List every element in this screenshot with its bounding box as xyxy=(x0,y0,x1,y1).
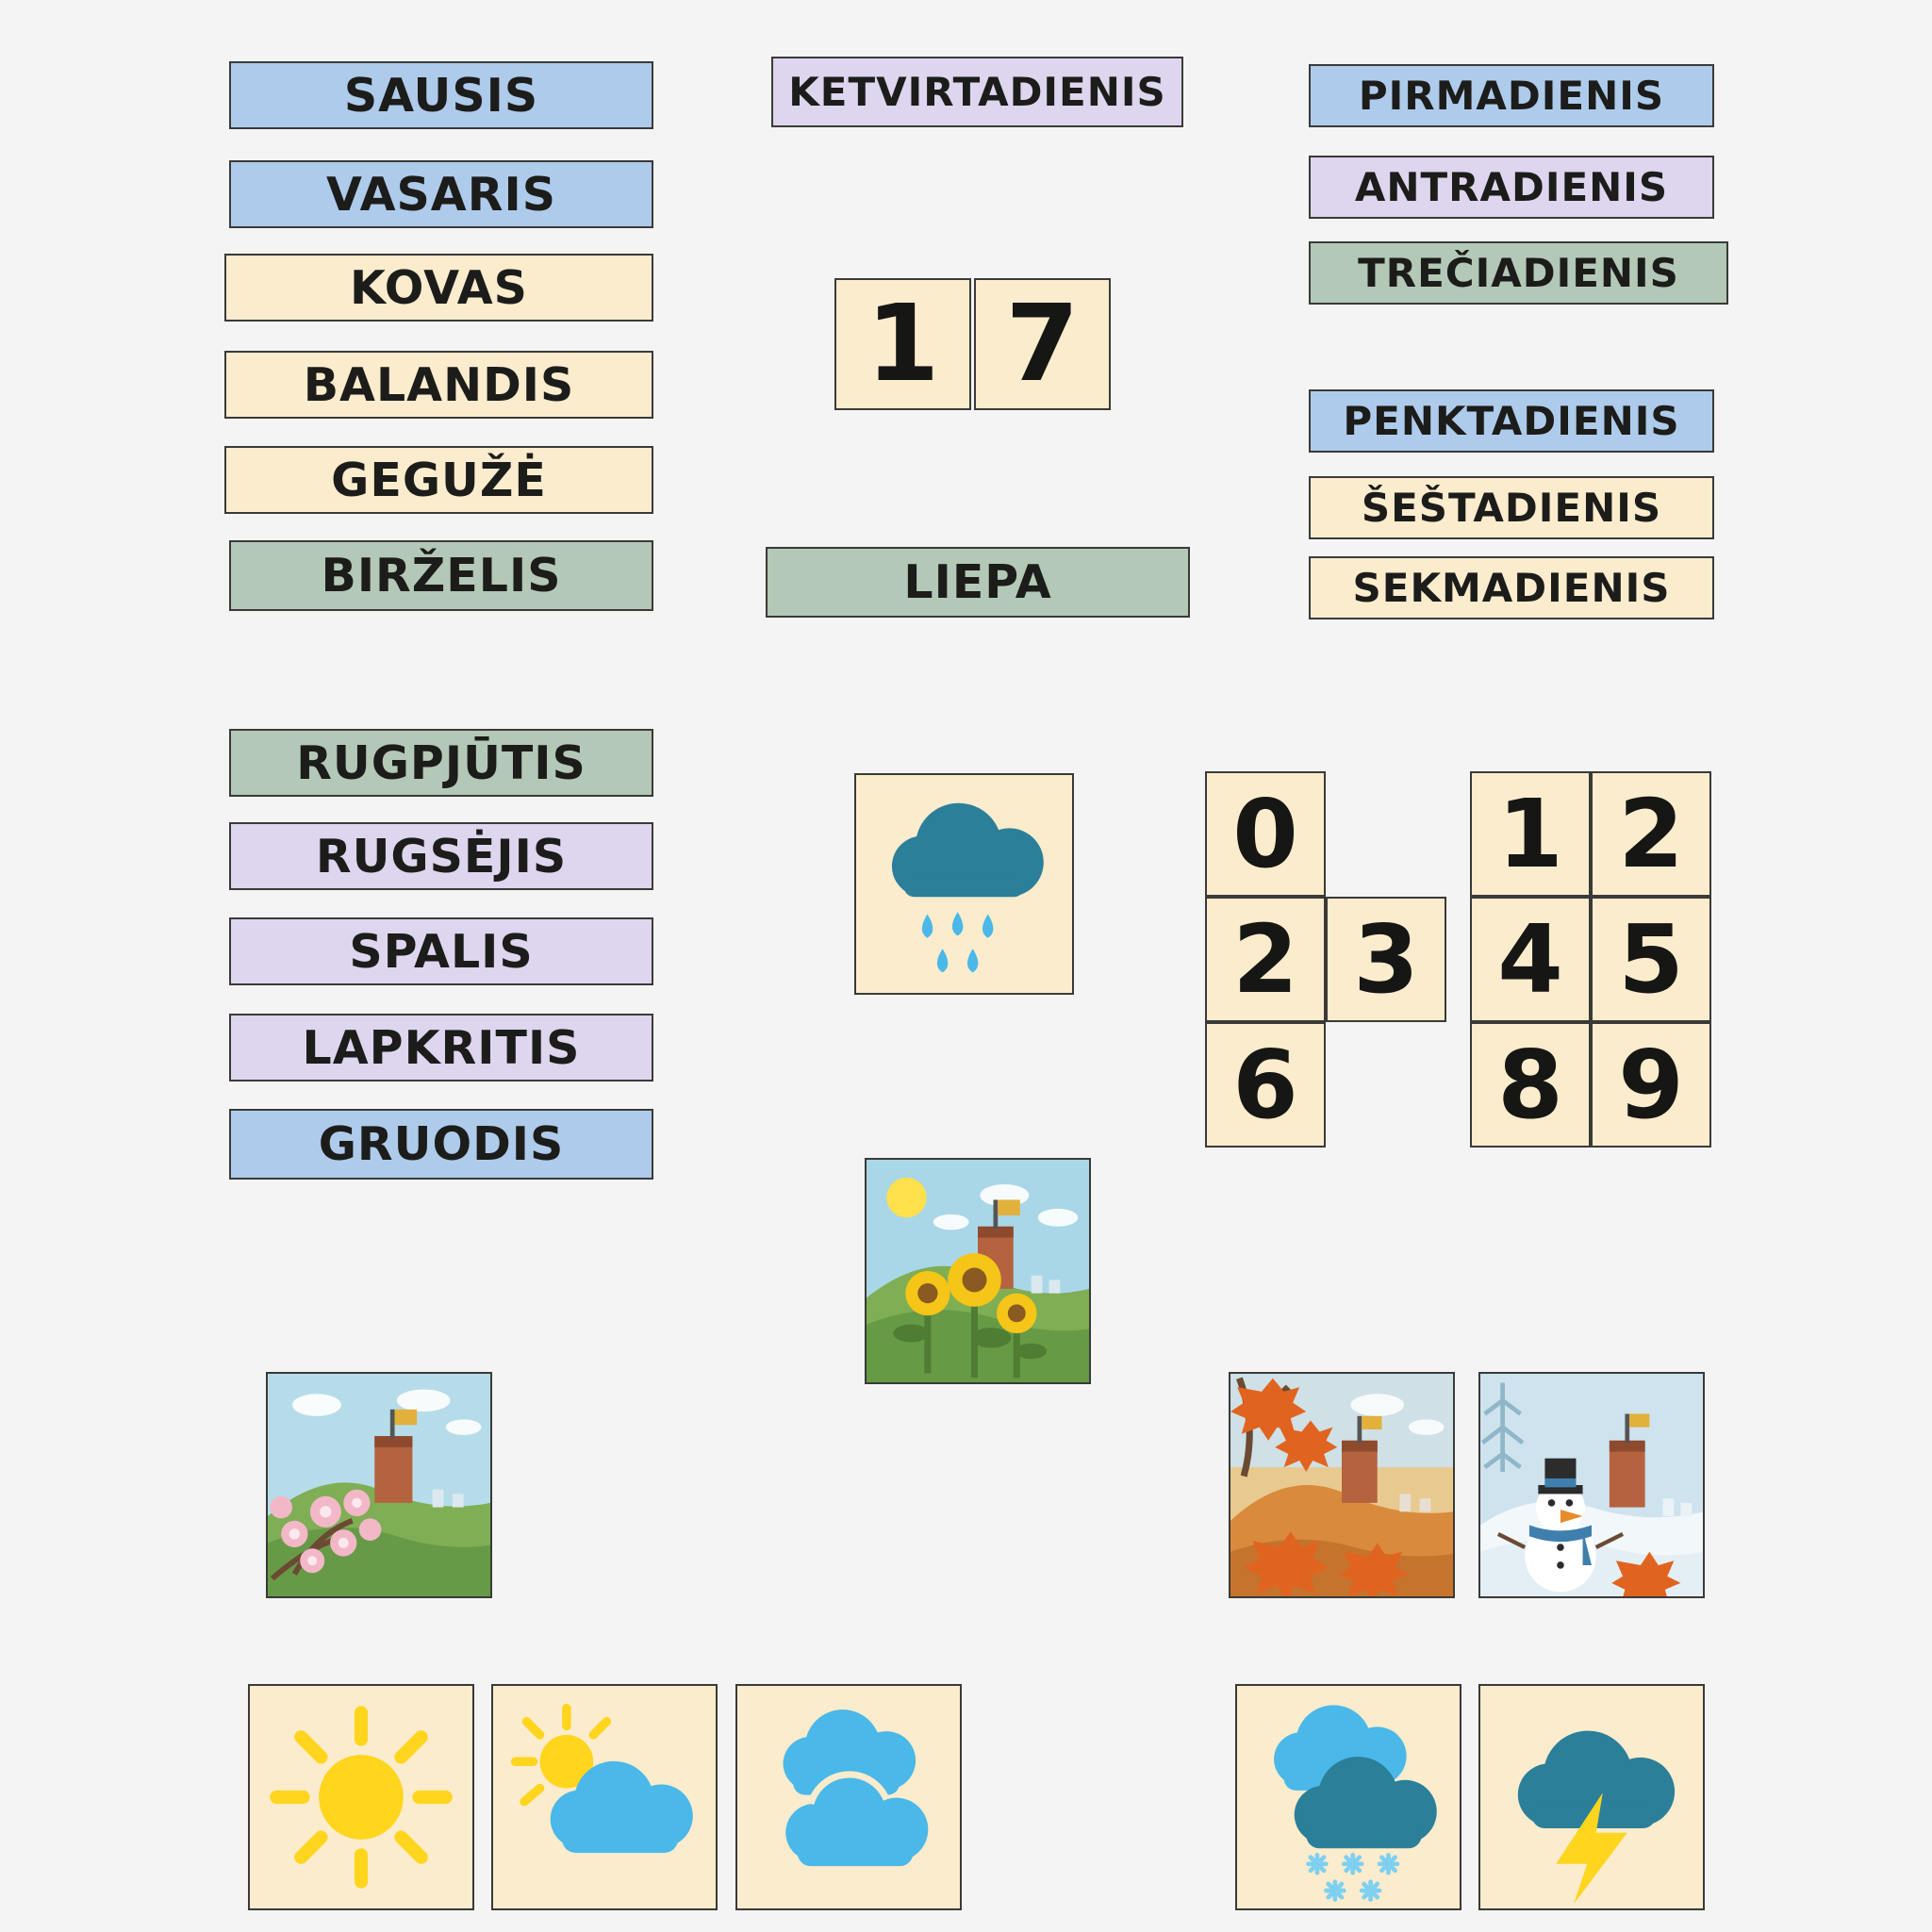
month-chip-sausis[interactable]: SAUSIS xyxy=(229,61,653,129)
selected-weekday-chip[interactable]: KETVIRTADIENIS xyxy=(771,57,1183,127)
number-tile-2[interactable]: 2 xyxy=(1205,897,1326,1022)
rain-cloud-icon xyxy=(856,775,1072,993)
weekday-chip-treciadienis[interactable]: TREČIADIENIS xyxy=(1309,241,1728,305)
rain-card[interactable] xyxy=(854,773,1074,995)
month-chip-gruodis[interactable]: GRUODIS xyxy=(229,1109,653,1180)
thunder-cloud-icon xyxy=(1480,1686,1703,1908)
month-chip-rugsejis[interactable]: RUGSĖJIS xyxy=(229,822,653,890)
date-digit-tens[interactable]: 1 xyxy=(834,278,971,410)
summer-card[interactable] xyxy=(865,1158,1091,1384)
cloudy-card[interactable] xyxy=(735,1684,962,1910)
selected-month-chip[interactable]: LIEPA xyxy=(766,547,1190,618)
number-tile-2-top[interactable]: 2 xyxy=(1591,771,1711,897)
autumn-tower-maple-icon xyxy=(1230,1374,1453,1596)
month-chip-spalis[interactable]: SPALIS xyxy=(229,917,653,985)
weekday-chip-sekmadienis[interactable]: SEKMADIENIS xyxy=(1309,556,1714,619)
sunny-card[interactable] xyxy=(248,1684,474,1910)
month-chip-balandis[interactable]: BALANDIS xyxy=(224,351,653,419)
month-chip-birzelis[interactable]: BIRŽELIS xyxy=(229,540,653,611)
number-tile-9[interactable]: 9 xyxy=(1591,1022,1711,1148)
number-tile-1[interactable]: 1 xyxy=(1470,771,1591,897)
weekday-chip-pirmadienis[interactable]: PIRMADIENIS xyxy=(1309,64,1714,127)
number-tile-5[interactable]: 5 xyxy=(1591,897,1711,1022)
autumn-card[interactable] xyxy=(1229,1372,1455,1598)
month-chip-geguze[interactable]: GEGUŽĖ xyxy=(224,446,653,514)
partly-sunny-card[interactable] xyxy=(491,1684,718,1910)
winter-card[interactable] xyxy=(1478,1372,1705,1598)
sun-icon xyxy=(250,1686,472,1908)
sun-behind-cloud-icon xyxy=(493,1686,716,1908)
snow-cloud-icon xyxy=(1237,1686,1460,1908)
snow-card[interactable] xyxy=(1235,1684,1461,1910)
clouds-icon xyxy=(737,1686,960,1908)
month-chip-vasaris[interactable]: VASARIS xyxy=(229,160,653,228)
number-tile-0[interactable]: 0 xyxy=(1205,771,1326,897)
number-tile-8[interactable]: 8 xyxy=(1470,1022,1591,1148)
number-tile-4[interactable]: 4 xyxy=(1470,897,1591,1022)
storm-card[interactable] xyxy=(1478,1684,1705,1910)
number-tile-6[interactable]: 6 xyxy=(1205,1022,1326,1148)
summer-tower-sunflowers-icon xyxy=(867,1160,1089,1382)
weekday-chip-sestadienis[interactable]: ŠEŠTADIENIS xyxy=(1309,476,1714,539)
winter-tower-snowman-icon xyxy=(1480,1374,1703,1596)
date-digit-ones[interactable]: 7 xyxy=(974,278,1111,410)
month-chip-rugpjutis[interactable]: RUGPJŪTIS xyxy=(229,729,653,797)
month-chip-kovas[interactable]: KOVAS xyxy=(224,254,653,322)
number-tile-3[interactable]: 3 xyxy=(1326,897,1446,1022)
spring-card[interactable] xyxy=(266,1372,492,1598)
month-chip-lapkritis[interactable]: LAPKRITIS xyxy=(229,1014,653,1082)
weekday-chip-antradienis[interactable]: ANTRADIENIS xyxy=(1309,156,1714,219)
weekday-chip-penktadienis[interactable]: PENKTADIENIS xyxy=(1309,389,1714,453)
spring-tower-blossom-icon xyxy=(268,1374,490,1596)
